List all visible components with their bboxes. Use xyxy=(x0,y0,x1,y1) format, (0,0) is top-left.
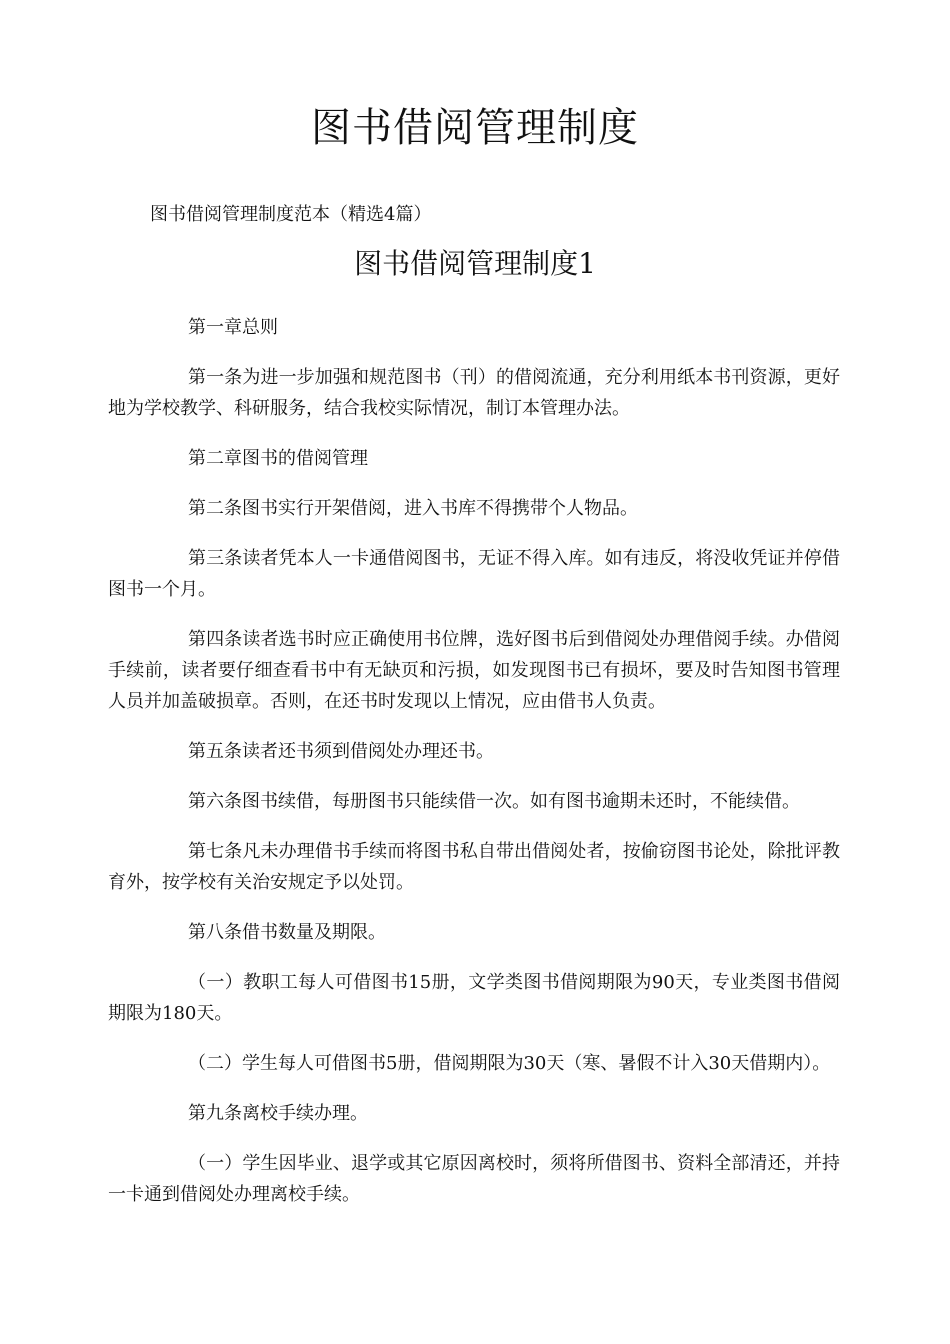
paragraph: 第六条图书续借，每册图书只能续借一次。如有图书逾期未还时，不能续借。 xyxy=(188,791,800,812)
paragraph: 第九条离校手续办理。 xyxy=(188,1103,368,1124)
paragraph: 第一条为进一步加强和规范图书（刊）的借阅流通，充分利用纸本书刊资源，更好地为学校教学、科研服务，结合我校实际情况，制订本管理办法。 xyxy=(108,367,840,419)
document-subtitle: 图书借阅管理制度范本（精选4篇） xyxy=(150,204,432,225)
paragraph: （一）学生因毕业、退学或其它原因离校时，须将所借图书、资料全部清还，并持一卡通到借阅处办理离校手续。 xyxy=(108,1153,840,1205)
paragraph: 第七条凡未办理借书手续而将图书私自带出借阅处者，按偷窃图书论处，除批评教育外，按学校有关治安规定予以处罚。 xyxy=(108,841,840,893)
document-title: 图书借阅管理制度 xyxy=(311,105,639,151)
paragraph: 第四条读者选书时应正确使用书位牌，选好图书后到借阅处办理借阅手续。办借阅手续前，读者要仔细查看书中有无缺页和污损，如发现图书已有损坏，要及时告知图书管理人员并加盖破损章。否则，在还书时发现以上情况，应由借书人负责。 xyxy=(108,629,840,712)
paragraph: （一）教职工每人可借图书15册，文学类图书借阅期限为90天，专业类图书借阅期限为180天。 xyxy=(108,972,840,1024)
paragraph: 第五条读者还书须到借阅处办理还书。 xyxy=(188,741,494,762)
section-title: 图书借阅管理制度1 xyxy=(354,247,596,280)
document-body xyxy=(108,312,840,1229)
paragraph: 第八条借书数量及期限。 xyxy=(188,922,386,943)
paragraph: （二）学生每人可借图书5册，借阅期限为30天（寒、暑假不计入30天借期内）。 xyxy=(188,1053,831,1074)
paragraph: 第二条图书实行开架借阅，进入书库不得携带个人物品。 xyxy=(188,498,638,519)
paragraph: 第一章总则 xyxy=(188,317,278,338)
paragraph: 第三条读者凭本人一卡通借阅图书，无证不得入库。如有违反，将没收凭证并停借图书一个月。 xyxy=(108,548,840,600)
paragraph: 第二章图书的借阅管理 xyxy=(188,448,368,469)
